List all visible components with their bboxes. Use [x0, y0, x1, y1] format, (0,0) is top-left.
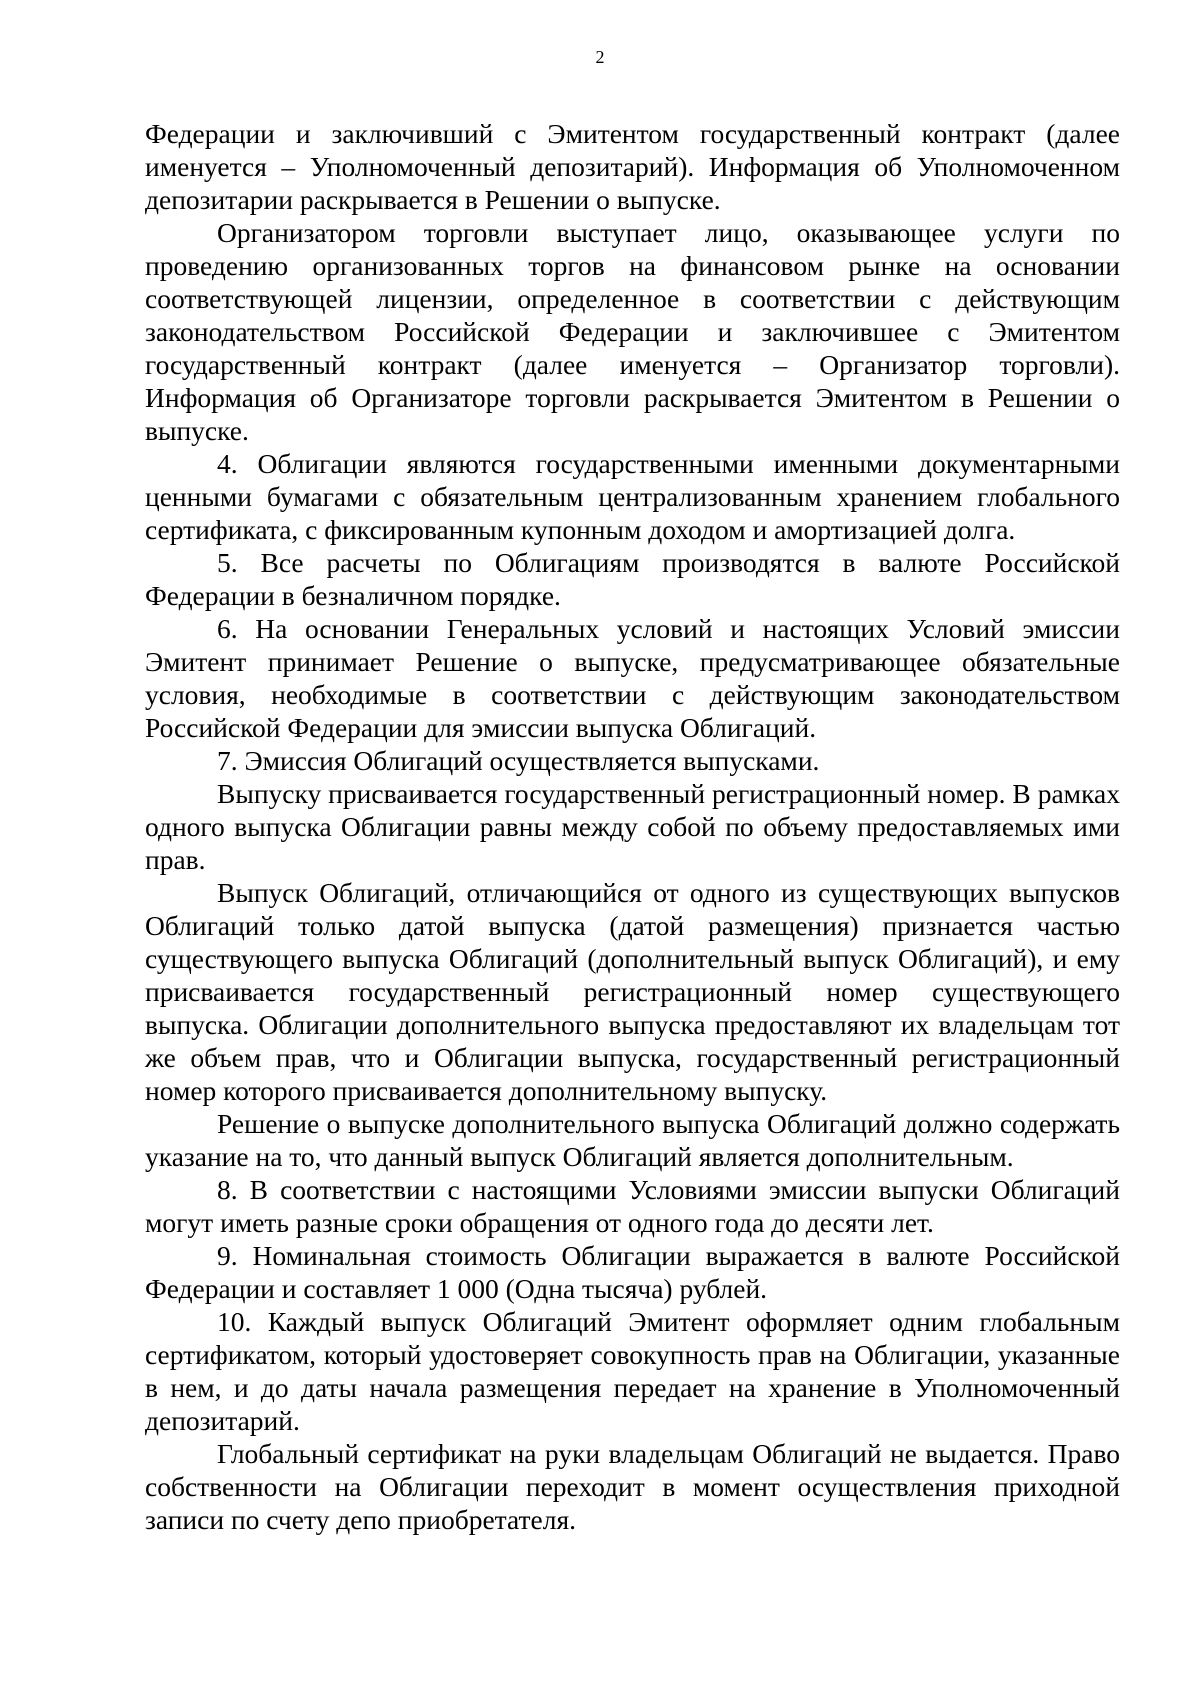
paragraph-item-8: 8. В соответствии с настоящими Условиями эмиссии выпуски Облигаций могут иметь разные сроки обращения от одного года до десяти лет. [145, 1174, 1120, 1238]
paragraph-item-5: 5. Все расчеты по Облигациям производятся в валюте Российской Федерации в безналичном порядке. [145, 547, 1120, 611]
paragraph-item-9: 9. Номинальная стоимость Облигации выражается в валюте Российской Федерации и составляет 1 000 (Одна тысяча) рублей. [145, 1240, 1120, 1304]
paragraph-additional-issue: Выпуск Облигаций, отличающийся от одного из существующих выпусков Облигаций только датой выпуска (датой размещения) признается частью существующего выпуска Облигаций (дополнительный выпуск Облигаций), и ему присваивается государственный регистрационный номер существующего выпуска. Облигации дополнительного выпуска предоставляют их владельцам тот же объем прав, что и Облигации выпуска, государственный регистрационный номер которого присваивается дополнительному выпуску. [145, 877, 1120, 1106]
paragraph-additional-issue-decision: Решение о выпуске дополнительного выпуска Облигаций должно содержать указание на то, что данный выпуск Облигаций является дополнительным. [145, 1108, 1120, 1172]
document-body [145, 117, 1120, 1536]
paragraph-registration-number: Выпуску присваивается государственный регистрационный номер. В рамках одного выпуска Облигации равны между собой по объему предоставляемых ими прав. [145, 778, 1120, 875]
page-number: 2 [595, 47, 605, 67]
paragraph-depositary-continued: Федерации и заключивший с Эмитентом государственный контракт (далее именуется – Уполномоченный депозитарий). Информация об Уполномоченном депозитарии раскрывается в Решении о выпуске. [145, 118, 1120, 215]
paragraph-item-7: 7. Эмиссия Облигаций осуществляется выпусками. [217, 745, 820, 776]
paragraph-item-4: 4. Облигации являются государственными именными документарными ценными бумагами с обязательным централизованным хранением глобального сертификата, с фиксированным купонным доходом и амортизацией долга. [145, 448, 1120, 545]
paragraph-trade-organizer: Организатором торговли выступает лицо, оказывающее услуги по проведению организованных торгов на финансовом рынке на основании соответствующей лицензии, определенное в соответствии с действующим законодательством Российской Федерации и заключившее с Эмитентом государственный контракт (далее именуется – Организатор торговли). Информация об Организаторе торговли раскрывается Эмитентом в Решении о выпуске. [145, 217, 1120, 446]
paragraph-item-10: 10. Каждый выпуск Облигаций Эмитент оформляет одним глобальным сертификатом, который удостоверяет совокупность прав на Облигации, указанные в нем, и до даты начала размещения передает на хранение в Уполномоченный депозитарий. [145, 1306, 1120, 1436]
paragraph-global-certificate: Глобальный сертификат на руки владельцам Облигаций не выдается. Право собственности на Облигации переходит в момент осуществления приходной записи по счету депо приобретателя. [145, 1438, 1120, 1535]
paragraph-item-6: 6. На основании Генеральных условий и настоящих Условий эмиссии Эмитент принимает Решение о выпуске, предусматривающее обязательные условия, необходимые в соответствии с действующим законодательством Российской Федерации для эмиссии выпуска Облигаций. [145, 613, 1120, 743]
